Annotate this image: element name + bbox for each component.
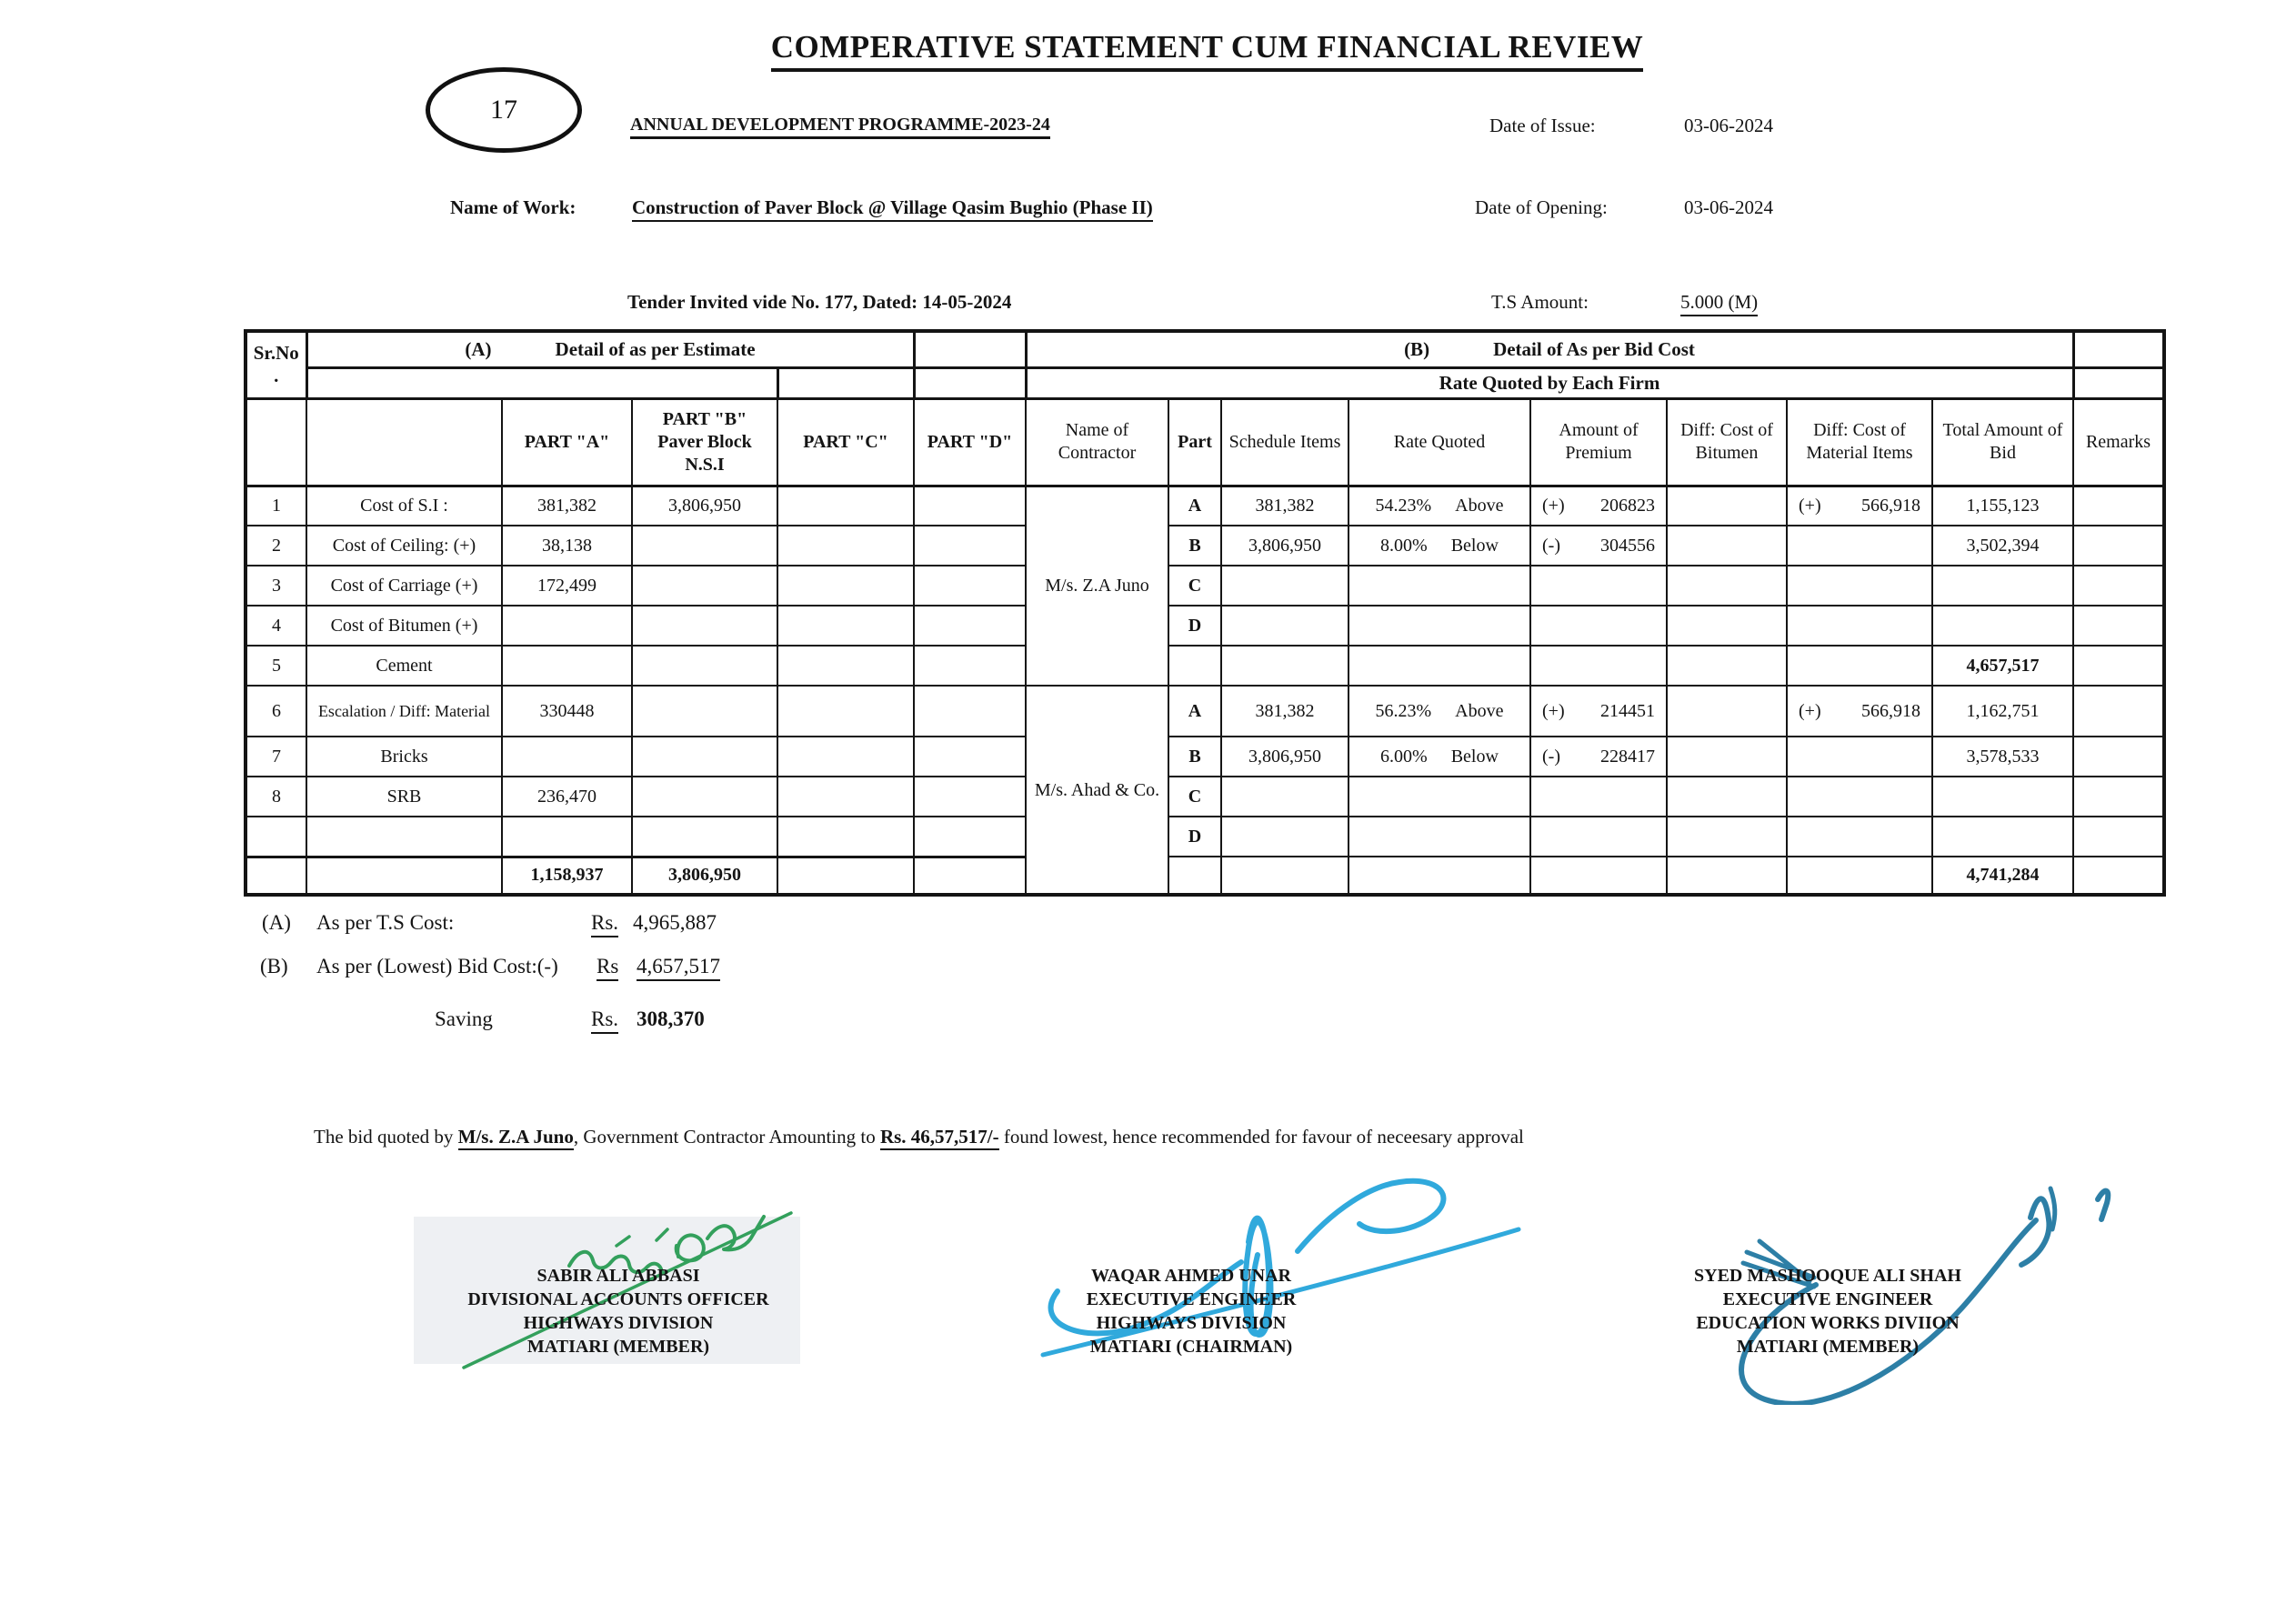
remarks-cell <box>2073 606 2164 646</box>
signatory-sabir-ali-abbasi <box>423 1264 814 1358</box>
signatory-designation: EXECUTIVE ENGINEER <box>1086 1289 1297 1309</box>
table-row: 2 Cost of Ceiling: (+) 38,138 B 3,806,950 8.00% Below (-) 304556 3,502,394 <box>246 526 2164 566</box>
remarks-cell <box>2073 686 2164 737</box>
col-premium: Amount of Premium <box>1530 398 1667 486</box>
col-total: Total Amount of Bid <box>1932 398 2073 486</box>
signatory-syed-mashooque-ali-shah <box>1609 1264 2046 1358</box>
col-description <box>306 398 502 486</box>
header-gap-cell <box>914 331 1026 367</box>
recommended-contractor: M/s. Z.A Juno <box>458 1126 574 1150</box>
remarks-cell <box>2073 857 2164 895</box>
col-part-b: PART "B" Paver Block N.S.I <box>632 398 777 486</box>
col-part-c: PART "C" <box>777 398 914 486</box>
table-row: 6 Escalation / Diff: Material 330448 M/s. Ahad & Co. A 381,382 56.23% Above (+) 214451 (+) 566,918 1,162,751 <box>246 686 2164 737</box>
page-number-circle <box>426 67 582 153</box>
remarks-cell <box>2073 646 2164 686</box>
rate-banner: Rate Quoted by Each Firm <box>1026 367 2073 398</box>
date-of-issue-value: 03-06-2024 <box>1684 115 1773 136</box>
signatory-name: SABIR ALI ABBASI <box>536 1266 700 1286</box>
date-of-opening-value: 03-06-2024 <box>1684 196 1773 218</box>
contractor-name: M/s. Z.A Juno <box>1026 486 1168 686</box>
col-material: Diff: Cost of Material Items <box>1787 398 1932 486</box>
col-bitumen: Diff: Cost of Bitumen <box>1667 398 1787 486</box>
estimate-total-part-a: 1,158,937 <box>502 857 632 895</box>
col-remarks: Remarks <box>2073 398 2164 486</box>
remarks-cell <box>2073 526 2164 566</box>
date-of-opening-label: Date of Opening: <box>1475 196 1608 218</box>
remarks-cell <box>2073 777 2164 817</box>
name-of-work-value: Construction of Paver Block @ Village Qasim Bughio (Phase II) <box>632 196 1153 222</box>
document-header <box>118 29 2296 72</box>
grand-total-row <box>246 857 2164 895</box>
table-row: 8 SRB 236,470 C <box>246 777 2164 817</box>
signatory-designation: EXECUTIVE ENGINEER <box>1722 1289 1933 1309</box>
col-part-d: PART "D" <box>914 398 1026 486</box>
col-part-a: PART "A" <box>502 398 632 486</box>
table-row: 1 Cost of S.I : 381,382 3,806,950 M/s. Z.A Juno A 381,382 54.23% Above (+) 206823 (+) 566,918 1,155,123 <box>246 486 2164 526</box>
remarks-cell <box>2073 566 2164 606</box>
signatory-name: SYED MASHOOQUE ALI SHAH <box>1694 1266 1961 1286</box>
col-part: Part <box>1168 398 1221 486</box>
col-schedule: Schedule Items <box>1221 398 1349 486</box>
table-header-row-2 <box>246 367 2164 398</box>
section-b-header: (B) Detail of As per Bid Cost <box>1026 331 2073 367</box>
empty-header-cell <box>914 367 1026 398</box>
table-header-row-1 <box>246 331 2164 367</box>
table-column-header-row <box>246 398 2164 486</box>
col-rate: Rate Quoted <box>1349 398 1530 486</box>
table-row: 7 Bricks B 3,806,950 6.00% Below (-) 228417 3,578,533 <box>246 737 2164 777</box>
ts-amount-value: 5.000 (M) <box>1680 291 1758 316</box>
scanned-document-page: COMPERATIVE STATEMENT CUM FINANCIAL REVIEW 17 ANNUAL DEVELOPMENT PROGRAMME-2023-24 Date of Issue: 03-06-2024 Name of Work: Construction of Paver Block @ Village Qasim Bughio (Phase II) Date of Opening: 03-06-2024 Tender Invited vide No. 177, Dated: 14-05-2024 T.S Amount: 5.000 (M) Sr.No . (A) Detail of as per Estimate (B) Detail of As per Bid Cost Rate Quoted by Each Firm PART "A" PART "B" Paver Block N.S.I PART "C" PART "D" Name of Contractor Part Schedule Items Rate Quoted Amount of Premium Diff: Cost of Bitumen Diff: Cost of Material Items Total Amount of Bid Remarks 1 Cost of S.I : 381,382 3,806,950 M/s. Z.A Juno A 381,382 54.23% Above (+) 206823 (+) 566,918 1,155,123 2 Cost of Ceiling: (+) 38,138 B 3,806,950 8.00% Below (-) 304556 3,502,394 3 Cost of Carriage (+) 172,499 C 4 Cost of Bitumen (+) D 5 Cement 4,657,517 6 Escalation / Diff: Material 330448 M/s. Ahad & Co. A 381,382 56.23% Above (+) 214451 (+) 566,918 1,162,751 7 Bricks B 3,806,950 6.00% Below (-) 228417 3,578,533 8 SRB 236,470 C D 1,158,937 3,806,950 4,741,284 (A) As per T.S Cost: Rs. 4,965,887 (B) As per (Lowest) Bid Cost:(-) Rs 4,657,517 Saving Rs. 308,370 The bid quoted by M/s. Z.A Juno, Government Contractor Amounting to Rs. 46,57,517/- found lowest, hence recommended for favour of neceesary approval SABIR ALI ABBASI DIVISIONAL ACCOUNTS OFFICER HIGHWAYS DIVISION MATIARI (MEMBER) WAQAR AHMED UNAR EXECUTIVE ENGINEER HIGHWAYS DIVISION MATIARI (CHAIRMAN) SYED MASHOOQUE ALI SHAH EXECUTIVE ENGINEER EDUCATION WORKS DIVIION MATIARI (MEMBER) <box>0 0 2296 1624</box>
signatory-waqar-ahmed-unar <box>991 1264 1391 1358</box>
table-row: 4 Cost of Bitumen (+) D <box>246 606 2164 646</box>
empty-header-cell <box>2073 367 2164 398</box>
empty-header-cell <box>306 367 777 398</box>
signatory-division: EDUCATION WORKS DIVIION <box>1696 1313 1960 1333</box>
programme-title: ANNUAL DEVELOPMENT PROGRAMME-2023-24 <box>630 115 1050 139</box>
date-of-issue-label: Date of Issue: <box>1489 115 1596 136</box>
estimate-total-part-b: 3,806,950 <box>632 857 777 895</box>
header-gap-cell <box>2073 331 2164 367</box>
signatory-role: MATIARI (MEMBER) <box>526 1337 710 1357</box>
remarks-cell <box>2073 737 2164 777</box>
srno-header: Sr.No . <box>246 331 306 398</box>
contractor-2-total: 4,741,284 <box>1932 857 2073 895</box>
table-row: D <box>246 817 2164 857</box>
signatory-role: MATIARI (MEMBER) <box>1736 1337 1920 1357</box>
table-row: 3 Cost of Carriage (+) 172,499 C <box>246 566 2164 606</box>
signatory-designation: DIVISIONAL ACCOUNTS OFFICER <box>467 1289 769 1309</box>
col-contractor: Name of Contractor <box>1026 398 1168 486</box>
contractor-name: M/s. Ahad & Co. <box>1026 686 1168 895</box>
recommended-amount: Rs. 46,57,517/- <box>880 1126 999 1150</box>
remarks-cell <box>2073 817 2164 857</box>
ts-amount-label: T.S Amount: <box>1491 291 1589 313</box>
name-of-work-label: Name of Work: <box>450 196 577 218</box>
signatory-division: HIGHWAYS DIVISION <box>523 1313 714 1333</box>
signatory-division: HIGHWAYS DIVISION <box>1096 1313 1287 1333</box>
empty-header-cell <box>777 367 914 398</box>
section-a-header: (A) Detail of as per Estimate <box>306 331 914 367</box>
signatory-name: WAQAR AHMED UNAR <box>1091 1266 1291 1286</box>
page-title: COMPERATIVE STATEMENT CUM FINANCIAL REVIEW <box>771 29 1644 72</box>
comparative-statement-table <box>244 329 2166 897</box>
tender-line: Tender Invited vide No. 177, Dated: 14-05-2024 <box>627 291 1012 313</box>
signatory-role: MATIARI (CHAIRMAN) <box>1089 1337 1293 1357</box>
subtotal-row-contractor-1: 5 Cement 4,657,517 <box>246 646 2164 686</box>
remarks-cell <box>2073 486 2164 526</box>
contractor-1-total: 4,657,517 <box>1932 646 2073 686</box>
recommendation-line: The bid quoted by M/s. Z.A Juno, Government Contractor Amounting to Rs. 46,57,517/- found lowest, hence recommended for favour of neceesary approval <box>314 1126 1524 1148</box>
page-number: 17 <box>490 95 517 125</box>
